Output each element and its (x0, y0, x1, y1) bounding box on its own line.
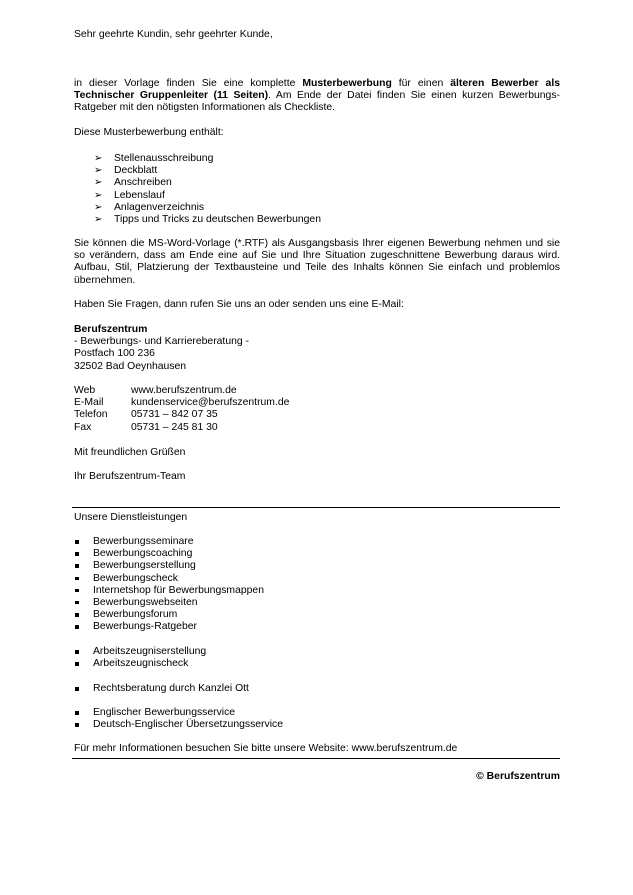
service-item-label: Bewerbungscoaching (93, 548, 193, 560)
service-item-label: Arbeitszeugniserstellung (93, 646, 207, 657)
square-bullet-icon (75, 564, 79, 568)
questions-paragraph: Haben Sie Fragen, dann rufen Sie uns an oder senden uns eine E-Mail: (74, 299, 404, 310)
contents-item-label: Anlagenverzeichnis (114, 201, 205, 213)
contents-heading: Diese Musterbewerbung enthält: (74, 127, 224, 138)
contents-list (74, 153, 560, 226)
square-bullet-icon (75, 589, 79, 593)
address-block (74, 324, 560, 373)
bottom-divider (72, 758, 560, 759)
service-item (74, 658, 560, 670)
closing: Mit freundlichen Grüßen (74, 447, 186, 458)
copyright-notice: © Berufszentrum (476, 771, 560, 782)
square-bullet-icon (75, 601, 79, 605)
square-bullet-icon (75, 687, 79, 691)
intro-bold-1: Musterbewerbung (302, 78, 392, 89)
contact-row-email (74, 397, 560, 409)
arrow-bullet-icon: ➢ (94, 213, 103, 225)
service-item (74, 597, 560, 609)
square-bullet-icon (75, 613, 79, 617)
service-item-label: Bewerbungserstellung (93, 560, 196, 572)
service-item (74, 560, 560, 572)
service-item (74, 585, 560, 597)
company-name: Berufszentrum (74, 324, 148, 335)
contents-item (74, 190, 560, 202)
service-item (74, 646, 560, 658)
service-item (74, 719, 560, 731)
service-item (74, 621, 560, 633)
square-bullet-icon (75, 723, 79, 727)
signature: Ihr Berufszentrum-Team (74, 471, 186, 482)
greeting: Sehr geehrte Kundin, sehr geehrter Kunde, (74, 29, 273, 40)
contact-block (74, 385, 560, 434)
service-item-label: Rechtsberatung durch Kanzlei Ott (93, 683, 249, 694)
service-item-label: Englischer Bewerbungsservice (93, 707, 236, 718)
service-item (74, 609, 560, 621)
square-bullet-icon (75, 577, 79, 581)
contact-row-fax (74, 422, 560, 434)
phone-number: 05731 – 842 07 35 (131, 409, 218, 421)
service-item (74, 573, 560, 585)
service-item (74, 683, 560, 695)
usage-paragraph: Sie können die MS-Word-Vorlage (*.RTF) als Ausgangsbasis Ihrer eigenen Bewerbung nehmen und sie so verändern, dass am Ende eine auf Sie und Ihre Situation zugeschnittene Bewerbung daraus wird. Aufbau, Stil, Platzierung der Textbausteine und Teile des Inhalts können Sie einfach und problemlos übernehmen. (74, 238, 560, 286)
contact-label: Fax (74, 421, 92, 433)
services-heading: Unsere Dienstleistungen (74, 512, 188, 523)
intro-paragraph (74, 78, 560, 115)
square-bullet-icon (75, 650, 79, 654)
service-item-label: Bewerbungscheck (93, 572, 178, 584)
service-item (74, 536, 560, 548)
services-list-1 (74, 536, 560, 634)
service-item-label: Deutsch-Englischer Übersetzungsservice (93, 719, 283, 731)
contact-label: E-Mail (74, 397, 104, 409)
service-item-label: Bewerbungsforum (93, 609, 178, 621)
fax-number: 05731 – 245 81 30 (131, 421, 218, 433)
arrow-bullet-icon: ➢ (94, 165, 103, 177)
email-link[interactable]: kundenservice@berufszentrum.de (131, 397, 290, 409)
services-list-4 (74, 707, 560, 731)
service-item (74, 548, 560, 560)
contents-item (74, 214, 560, 226)
square-bullet-icon (75, 662, 79, 666)
contents-item (74, 202, 560, 214)
service-item (74, 707, 560, 719)
arrow-bullet-icon: ➢ (94, 177, 103, 189)
square-bullet-icon (75, 625, 79, 629)
service-item-label: Bewerbungs-Ratgeber (93, 621, 197, 633)
intro-text-3: . Am Ende der Datei finden Sie einen kurzen Bewerbungs-Ratgeber mit den nötigsten Informationen als Checkliste. (74, 90, 560, 114)
arrow-bullet-icon: ➢ (94, 189, 103, 201)
services-footer: Für mehr Informationen besuchen Sie bitte unsere Website: www.berufszentrum.de (74, 743, 458, 754)
service-item-label: Bewerbungsseminare (93, 536, 194, 547)
contact-row-web (74, 385, 560, 397)
square-bullet-icon (75, 711, 79, 715)
contents-item (74, 165, 560, 177)
services-list-2 (74, 646, 560, 670)
contents-item-label: Deckblatt (114, 165, 158, 177)
company-subtitle: - Bewerbungs- und Karriereberatung - (74, 336, 250, 348)
contents-item (74, 177, 560, 189)
web-link[interactable]: www.berufszentrum.de (131, 385, 237, 396)
service-item-label: Bewerbungswebseiten (93, 596, 198, 608)
contents-item (74, 153, 560, 165)
contents-item-label: Tipps und Tricks zu deutschen Bewerbungen (114, 213, 321, 225)
contact-row-phone (74, 409, 560, 421)
contents-item-label: Lebenslauf (114, 189, 165, 201)
intro-bold-2: älteren Bewerber als Technischer Gruppenleiter (11 Seiten) (74, 78, 560, 102)
square-bullet-icon (75, 552, 79, 556)
contents-item-label: Anschreiben (114, 177, 172, 189)
arrow-bullet-icon: ➢ (94, 201, 103, 213)
city: 32502 Bad Oeynhausen (74, 360, 187, 372)
intro-text-2: für einen (391, 78, 451, 89)
service-item-label: Arbeitszeugnischeck (93, 658, 189, 670)
contact-label: Telefon (74, 409, 108, 421)
services-list-3 (74, 683, 560, 695)
top-divider (72, 507, 560, 508)
document-page (74, 0, 560, 895)
postbox: Postfach 100 236 (74, 348, 155, 360)
square-bullet-icon (75, 540, 79, 544)
intro-text-1: in dieser Vorlage finden Sie eine komplette (74, 78, 303, 89)
service-item-label: Internetshop für Bewerbungsmappen (93, 584, 264, 596)
contact-label: Web (74, 385, 96, 396)
contents-item-label: Stellenausschreibung (114, 153, 214, 164)
arrow-bullet-icon: ➢ (94, 153, 103, 164)
